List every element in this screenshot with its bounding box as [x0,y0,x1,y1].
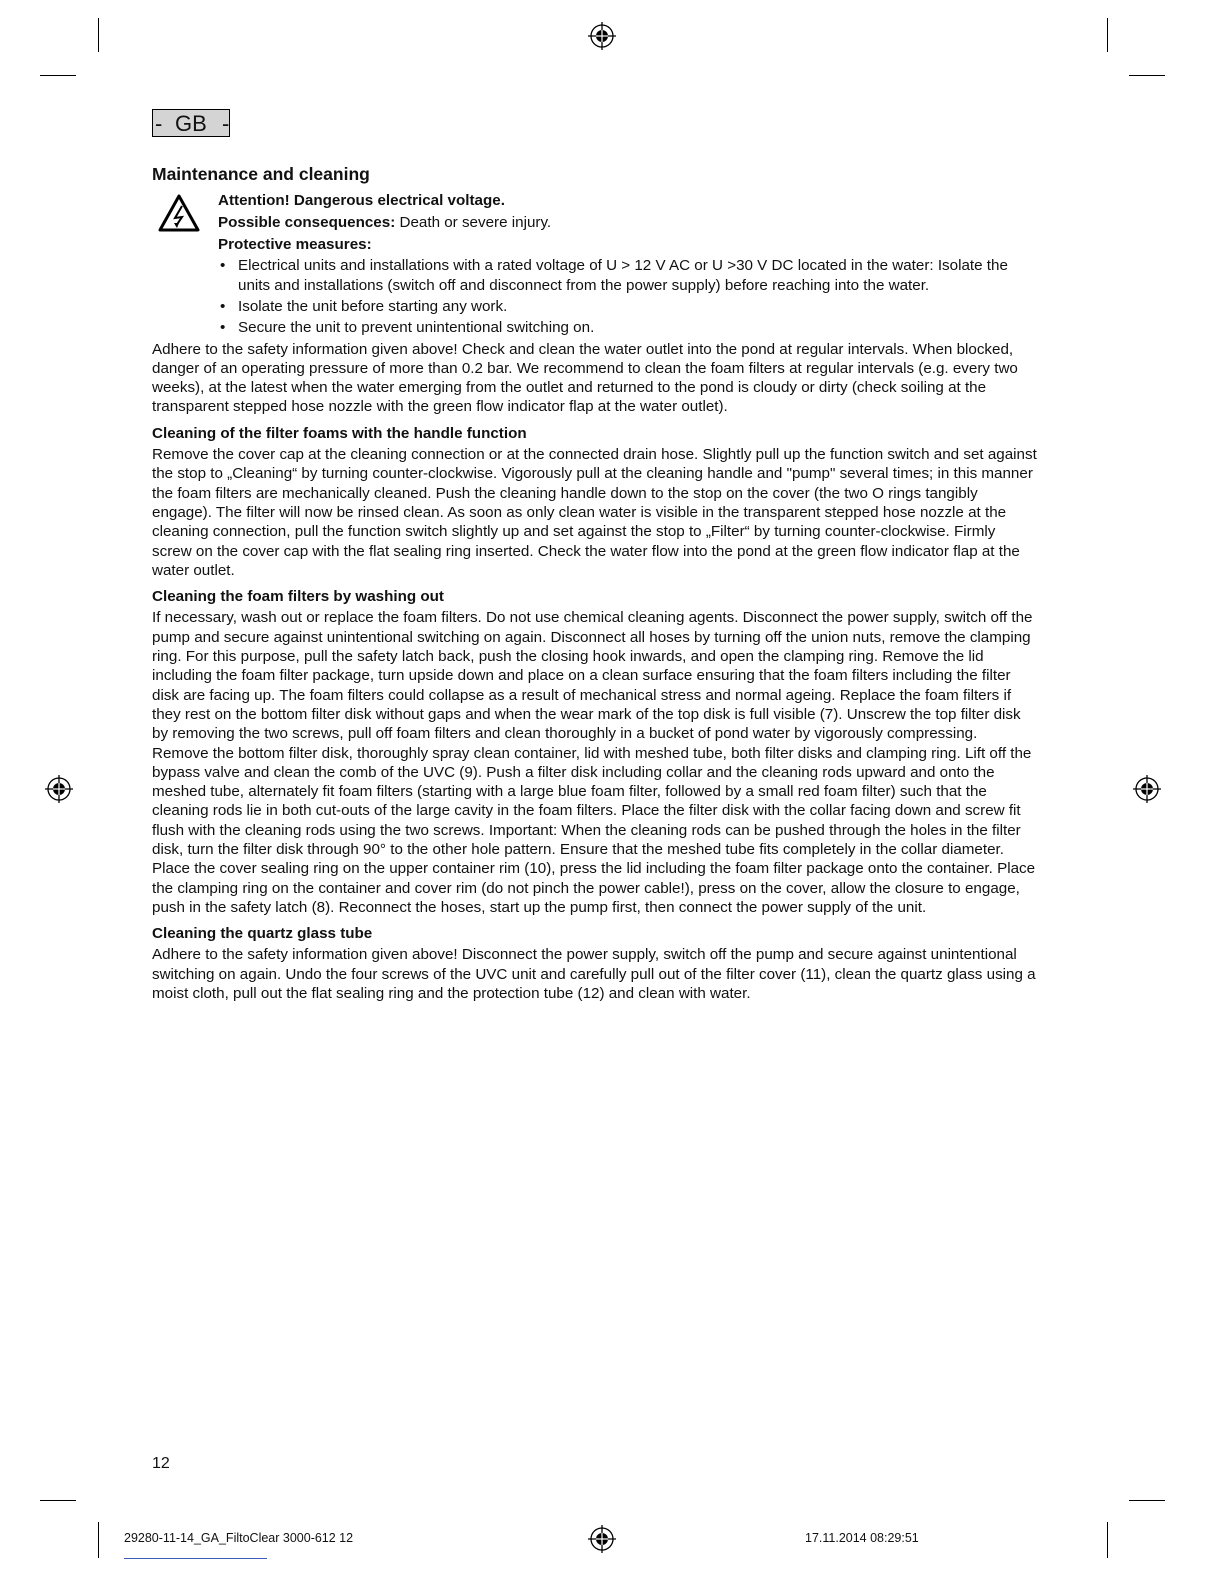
subsection-body: Adhere to the safety information given above! Disconnect the power supply, switch off the pump and secure against unintentional switching on again. Undo the four screws of the UVC unit and carefully pull out of the filter cover (11), clean the quartz glass using a moist cloth, pull out the flat sealing ring and the protection tube (12) and clean with water. [152,946,1036,1003]
crop-mark [40,75,76,76]
measures-list-item: • Electrical units and installations with a rated voltage of U > 12 V AC or U >30 V DC located in the water: Isolate the units and installations (switch off and disconnect from the power supply) before reaching into the water. [218,256,1038,295]
measures-list [218,256,1038,337]
registration-mark-icon [588,1525,616,1553]
footer-datetime: 17.11.2014 08:29:51 [805,1531,919,1545]
page-number: 12 [152,1455,170,1472]
badge-code: GB [175,111,207,136]
crop-mark [1129,75,1165,76]
electrical-hazard-triangle-icon [157,193,201,233]
footer-file-ref: 29280-11-14_GA_FiltoClear 3000-612 12 [124,1531,354,1545]
registration-mark-icon [45,775,73,803]
crop-mark [1129,1500,1165,1501]
badge-dash-left: - [155,111,163,136]
crop-mark [1107,18,1108,52]
section-title: Maintenance and cleaning [152,164,370,184]
crop-mark [98,18,99,52]
measures-list-item: • Secure the unit to prevent unintentional switching on. [218,318,1038,337]
crop-mark [40,1500,76,1501]
crop-mark [1107,1522,1108,1558]
consequences-label: Possible consequences: [218,213,396,231]
measures-label: Protective measures: [218,235,372,253]
intro-paragraph: Adhere to the safety information given above! Check and clean the water outlet into the pond at regular intervals. When blocked, danger of an operating pressure of more than 0.2 bar. We recommend to clean the foam filters at regular intervals (e.g. every two weeks), at the latest when the water emerging from the outlet and returned to the pond is cloudy or dirty (check soiling at the transparent stepped hose nozzle with the green flow indicator flap at the water outlet). [152,340,1018,416]
warning-consequences [218,213,1038,232]
registration-mark-icon [1133,775,1161,803]
language-badge [152,109,230,137]
subsection-body: If necessary, wash out or replace the foam filters. Do not use chemical cleaning agents. Disconnect the power supply, switch off the pump and secure against unintentional switching on again. Disconnect all hoses by turning off the union nuts, remove the clamping ring. For this purpose, pull the safety latch back, push the closing hook inwards, and open the clamping ring. Remove the lid including the foam filter package, turn upside down and place on a clean surface ensuring that the foam filters including the filter disk are facing up. The foam filters could collapse as a result of mechanical stress and normal ageing. Replace the foam filters if they rest on the bottom filter disk without gaps and when the wear mark of the top disk is full visible (7). Unscrew the top filter disk by removing the two screws, pull off foam filters and clean thoroughly in a bucket of pond water by vigorously compressing. Remove the bottom filter disk, thoroughly spray clean container, lid with meshed tube, both filter disks and clamping ring. Lift off the bypass valve and clean the comb of the UVC (9). Push a filter disk including collar and the cleaning rods upward and onto the meshed tube, alternately fit foam filters (starting with a large blue foam filter, followed by a small red foam filter) such that the cleaning rods lie in both cut-outs of the large cavity in the foam filters. Place the filter disk with the collar facing down and screw fit flush with the cleaning rods using the two screws. Important: When the cleaning rods can be pushed through the holes in the filter disk, turn the filter disk through 90° to the other hole pattern. Ensure that the meshed tube fits completely in the collar diameter. Place the cover sealing ring on the upper container rim (10), press the lid including the foam filter package onto the container. Place the clamping ring on the container and cover rim (do not pinch the power cable!), press on the cover, allow the closure to engage, push in the safety latch (8). Reconnect the hoses, start up the pump first, then connect the power supply of the unit. [152,609,1036,916]
subsection-body: Remove the cover cap at the cleaning connection or at the connected drain hose. Slightly pull up the function switch and set against the stop to „Cleaning“ by turning counter-clockwise. Vigorously pull at the cleaning handle and "pump" several times; in this manner the foam filters are mechanically cleaned. Push the cleaning handle down to the stop on the cover (the two O rings tangibly engage). The filter will now be rinsed clean. As soon as only clean water is visible in the transparent stepped hose nozzle at the cleaning connection, pull the function switch slightly up and set against the stop to „Filter“ by turning counter-clockwise. Firmly screw on the cover cap with the flat sealing ring inserted. Check the water flow into the pond at the green flow indicator flap at the water outlet. [152,446,1037,579]
consequences-text: Death or severe injury. [395,213,552,231]
warning-headline: Attention! Dangerous electrical voltage. [218,192,505,209]
subsection-heading: Cleaning the foam filters by washing out [152,588,444,606]
registration-mark-icon [588,22,616,50]
subsection-heading: Cleaning the quartz glass tube [152,925,373,943]
document-body [152,160,1038,1003]
measures-list-item: • Isolate the unit before starting any work. [218,297,1038,316]
footer-underline [124,1558,267,1559]
subsection-heading: Cleaning of the filter foams with the handle function [152,424,527,442]
badge-dash-right: - [222,111,230,136]
warning-block [152,191,1038,338]
crop-mark [98,1522,99,1558]
